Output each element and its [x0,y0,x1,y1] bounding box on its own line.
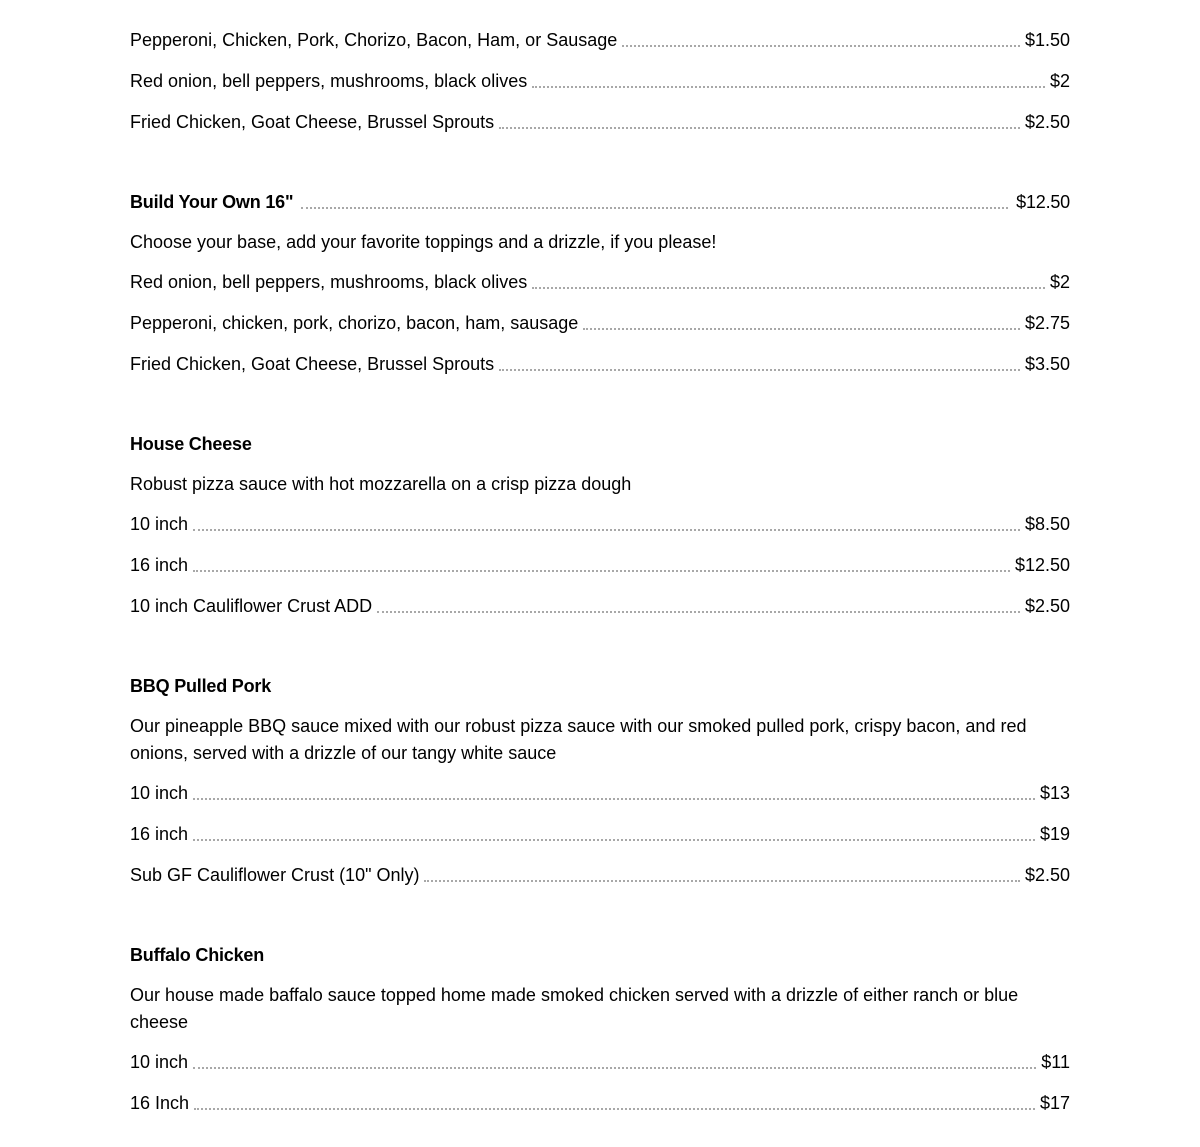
section-description: Our pineapple BBQ sauce mixed with our robust pizza sauce with our smoked pulled pork, crispy bacon, and red onions, served with a drizzle of our tangy white sauce [130,716,1027,763]
item-price: $8.50 [1024,514,1070,534]
dot-leader [532,86,1045,88]
item-price: $19 [1039,824,1070,844]
section-title: House Cheese [130,434,252,454]
section-title-row [130,177,1070,217]
dot-leader [193,798,1035,800]
dot-leader [499,369,1020,371]
item-name: Sub GF Cauliflower Crust (10" Only) [130,865,420,885]
dot-leader [377,611,1020,613]
section-title: Buffalo Chicken [130,945,265,965]
dot-leader [193,570,1010,572]
item-price: $17 [1039,1093,1070,1113]
dot-leader [532,287,1045,289]
menu-item [130,539,1070,580]
item-name: Pepperoni, Chicken, Pork, Chorizo, Bacon, Ham, or Sausage [130,30,618,50]
item-price: $2 [1049,71,1070,91]
section-price: $12.50 [1016,192,1070,212]
dot-leader [194,1108,1035,1110]
item-name: 16 inch [130,824,189,844]
item-name: Red onion, bell peppers, mushrooms, black olives [130,272,528,292]
menu-item [130,808,1070,849]
section-buffalo-chicken [130,930,1070,1118]
item-price: $2.50 [1024,596,1070,616]
section-description: Robust pizza sauce with hot mozzarella on a crisp pizza dough [130,474,632,494]
item-price: $2.50 [1024,112,1070,132]
menu-item [130,504,1070,539]
menu-item [130,20,1070,55]
dot-leader [499,127,1020,129]
dot-leader [583,328,1020,330]
item-price: $2.75 [1024,313,1070,333]
menu-item [130,773,1070,808]
item-name: Red onion, bell peppers, mushrooms, black olives [130,71,528,91]
menu-item [130,297,1070,338]
menu-item [130,1042,1070,1077]
item-name: 10 inch [130,514,189,534]
item-name: Fried Chicken, Goat Cheese, Brussel Sprouts [130,354,495,374]
item-name: 10 inch [130,783,189,803]
menu-item [130,96,1070,137]
dot-leader [622,45,1020,47]
item-price: $2 [1049,272,1070,292]
menu-item [130,580,1070,621]
menu-item [130,1077,1070,1118]
item-name: 10 inch [130,1052,189,1072]
item-name: 16 inch [130,555,189,575]
section-description: Choose your base, add your favorite toppings and a drizzle, if you please! [130,232,717,252]
section-title-row [130,930,1070,970]
item-price: $12.50 [1014,555,1070,575]
toppings-list [130,20,1070,137]
section-title-row [130,661,1070,701]
dot-leader [193,1067,1036,1069]
section-house-cheese [130,419,1070,621]
dot-leader [424,880,1019,882]
item-price: $3.50 [1024,354,1070,374]
dot-leader [193,529,1020,531]
dot-leader [301,207,1008,209]
menu-item [130,55,1070,96]
item-name: 16 Inch [130,1093,190,1113]
menu-item [130,849,1070,890]
section-bbq-pulled-pork [130,661,1070,890]
item-price: $11 [1041,1052,1070,1072]
item-name: 10 inch Cauliflower Crust ADD [130,596,373,616]
section-title: BBQ Pulled Pork [130,676,272,696]
item-price: $2.50 [1024,865,1070,885]
item-price: $13 [1039,783,1070,803]
menu-item [130,338,1070,379]
item-name: Pepperoni, chicken, pork, chorizo, bacon, ham, sausage [130,313,579,333]
section-title-row [130,419,1070,459]
menu [130,20,1070,1118]
section-description: Our house made baffalo sauce topped home made smoked chicken served with a drizzle of either ranch or blue cheese [130,985,1019,1032]
section-build-your-own [130,177,1070,379]
item-name: Fried Chicken, Goat Cheese, Brussel Sprouts [130,112,495,132]
section-title: Build Your Own 16" [130,192,294,212]
dot-leader [193,839,1035,841]
item-price: $1.50 [1024,30,1070,50]
menu-item [130,262,1070,297]
